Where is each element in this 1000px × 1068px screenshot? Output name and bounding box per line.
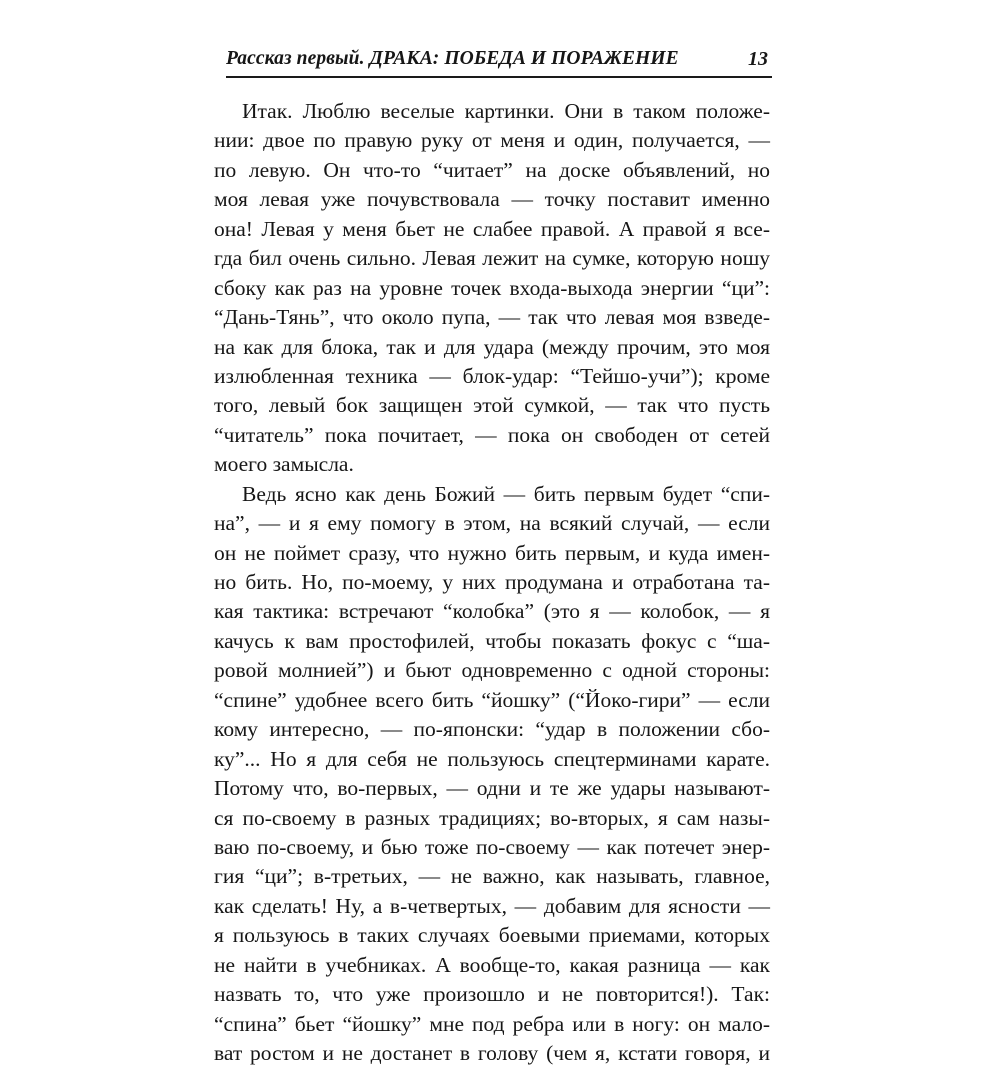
text-line: Ведь ясно как день Божий — бить первым будет “спи- (242, 481, 770, 506)
text-line: как сделать! Ну, а в-четвертых, — добавим для ясности — (214, 893, 770, 918)
running-title: Рассказ первый. ДРАКА: ПОБЕДА И ПОРАЖЕНИЕ (226, 48, 679, 69)
text-line: назвать то, что уже произошло и не повторится!). Так: (214, 982, 770, 1007)
text-line: он не поймет сразу, что нужно бить первым, и куда имен- (214, 540, 770, 565)
running-head (226, 46, 772, 78)
text-line: сбоку как раз на уровне точек входа-выхода энергии “ци”: (214, 275, 770, 300)
text-line: ват ростом и не достанет в голову (чем я, кстати говоря, и (214, 1041, 770, 1065)
text-line: Итак. Люблю веселые картинки. Они в таком положе- (242, 99, 770, 123)
text-line: того, левый бок защищен этой сумкой, — так что пусть (214, 393, 770, 418)
text-line: ровой молнией”) и бьют одновременно с одной стороны: (214, 658, 770, 683)
text-line: излюбленная техника — блок-удар: “Тейшо-учи”); кроме (214, 363, 770, 388)
text-line: качусь к вам простофилей, чтобы показать фокус с “ша- (214, 628, 770, 653)
text-line: кая тактика: встречают “колобка” (это я — колобок, — я (214, 599, 770, 624)
text-line: моего замысла. (214, 452, 354, 477)
text-line: я пользуюсь в таких случаях боевыми приемами, которых (214, 923, 770, 948)
text-line: не найти в учебниках. А вообще-то, какая разница — как (214, 952, 770, 977)
text-line: по левую. Он что-то “читает” на доске объявлений, но (214, 157, 770, 182)
text-line: моя левая уже почувствовала — точку поставит именно (214, 187, 770, 212)
text-line: на”, — и я ему помогу в этом, на всякий случай, — если (214, 511, 770, 536)
text-line: ку”... Но я для себя не пользуюсь спецтерминами карате. (214, 746, 770, 771)
text-line: гия “ци”; в-третьих, — не важно, как называть, главное, (214, 864, 770, 889)
body-text (214, 97, 770, 1068)
text-line: “спина” бьет “йошку” мне под ребра или в ногу: он мало- (214, 1011, 770, 1036)
text-line: но бить. Но, по-моему, у них продумана и отработана та- (214, 570, 770, 594)
text-line: “спине” удобнее всего бить “йошку” (“Йоко-гири” — если (214, 687, 770, 712)
text-line: ваю по-своему, и бью тоже по-своему — как потечет энер- (214, 834, 770, 859)
text-line: “Дань-Тянь”, что около пупа, — так что левая моя взведе- (214, 305, 770, 330)
text-line: Потому что, во-первых, — одни и те же удары называют- (214, 776, 770, 801)
text-line: нии: двое по правую руку от меня и один, получается, — (214, 128, 770, 153)
text-line: “читатель” пока почитает, — пока он свободен от сетей (214, 422, 770, 447)
text-line: кому интересно, — по-японски: “удар в положении сбо- (214, 717, 770, 742)
text-line: гда бил очень сильно. Левая лежит на сумке, которую ношу (214, 246, 770, 271)
text-line: она! Левая у меня бьет не слабее правой. А правой я все- (214, 216, 770, 241)
page-number: 13 (748, 48, 768, 70)
text-line: ся по-своему в разных традициях; во-вторых, я сам назы- (214, 805, 770, 830)
text-line: на как для блока, так и для удара (между прочим, это моя (214, 334, 770, 359)
